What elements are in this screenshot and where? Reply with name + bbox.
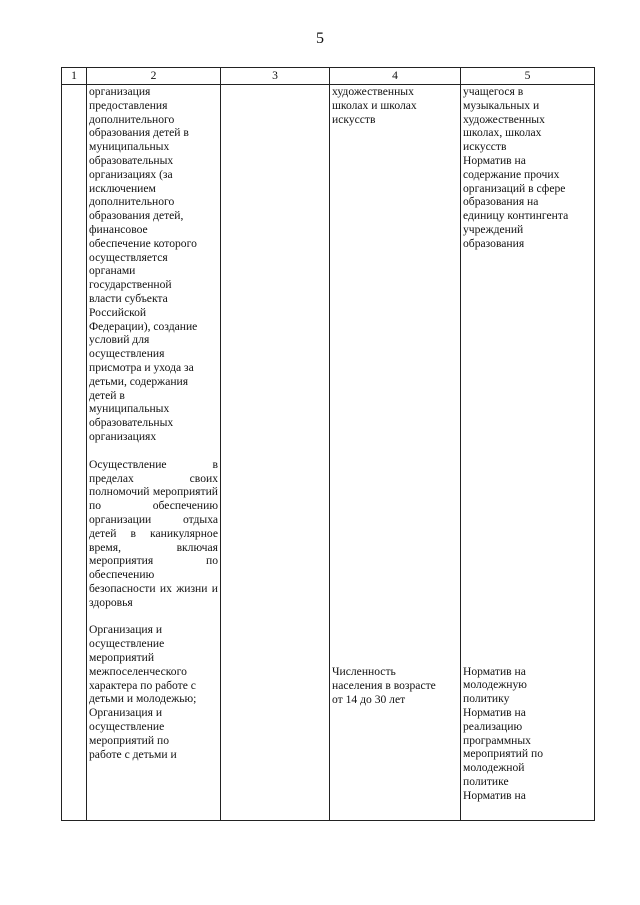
header-col-1: 1 (62, 68, 87, 85)
table-row (62, 85, 595, 821)
header-col-3: 3 (221, 68, 330, 85)
cell-col-3 (221, 85, 330, 821)
col2-youth-work-text: Организация и осуществление мероприятий межпоселенческого характера по работе с детьми и молодежью; Организация и осуществление мероприятий по работе с детьми и (89, 623, 197, 761)
col5-youth-norms-text: Норматив на молодежную политику Норматив на реализацию программных мероприятий по молодежной политике Норматив на (463, 664, 543, 802)
col2-education-text: организация предоставления дополнительного образования детей в муниципальных образовательных организациях (за исключением дополнительного образования детей, финансовое обеспечение которого осуществляется органами государственной власти субъекта Российской Федерации), создание условий для осуществления присмотра и ухода за детьми, содержания детей в муниципальных образовательных организациях (89, 85, 198, 443)
page-number: 5 (316, 30, 324, 47)
data-table (61, 67, 595, 821)
cell-col-1 (62, 85, 87, 821)
col2-children-rest-text: Осуществление в пределах своих полномочий мероприятий по обеспечению организации отдыха детей в каникулярное время, включая мероприятия по обеспечению безопасности их жизни и здоровья (89, 457, 218, 609)
header-col-2: 2 (87, 68, 221, 85)
header-col-4: 4 (330, 68, 461, 85)
col5-norms-text: учащегося в музыкальных и художественных школах, школах искусств Норматив на содержание прочих организаций в сфере образования на единицу контингента учреждений образования (463, 85, 569, 250)
cell-col-5 (461, 85, 595, 821)
col4-population-text: Численность населения в возрасте от 14 до 30 лет (332, 665, 436, 706)
header-col-5: 5 (461, 68, 595, 85)
cell-col-2 (87, 85, 221, 821)
cell-col-4 (330, 85, 461, 821)
table-header-row (62, 68, 595, 85)
col4-schools-text: художественных школах и школах искусств (332, 85, 417, 126)
